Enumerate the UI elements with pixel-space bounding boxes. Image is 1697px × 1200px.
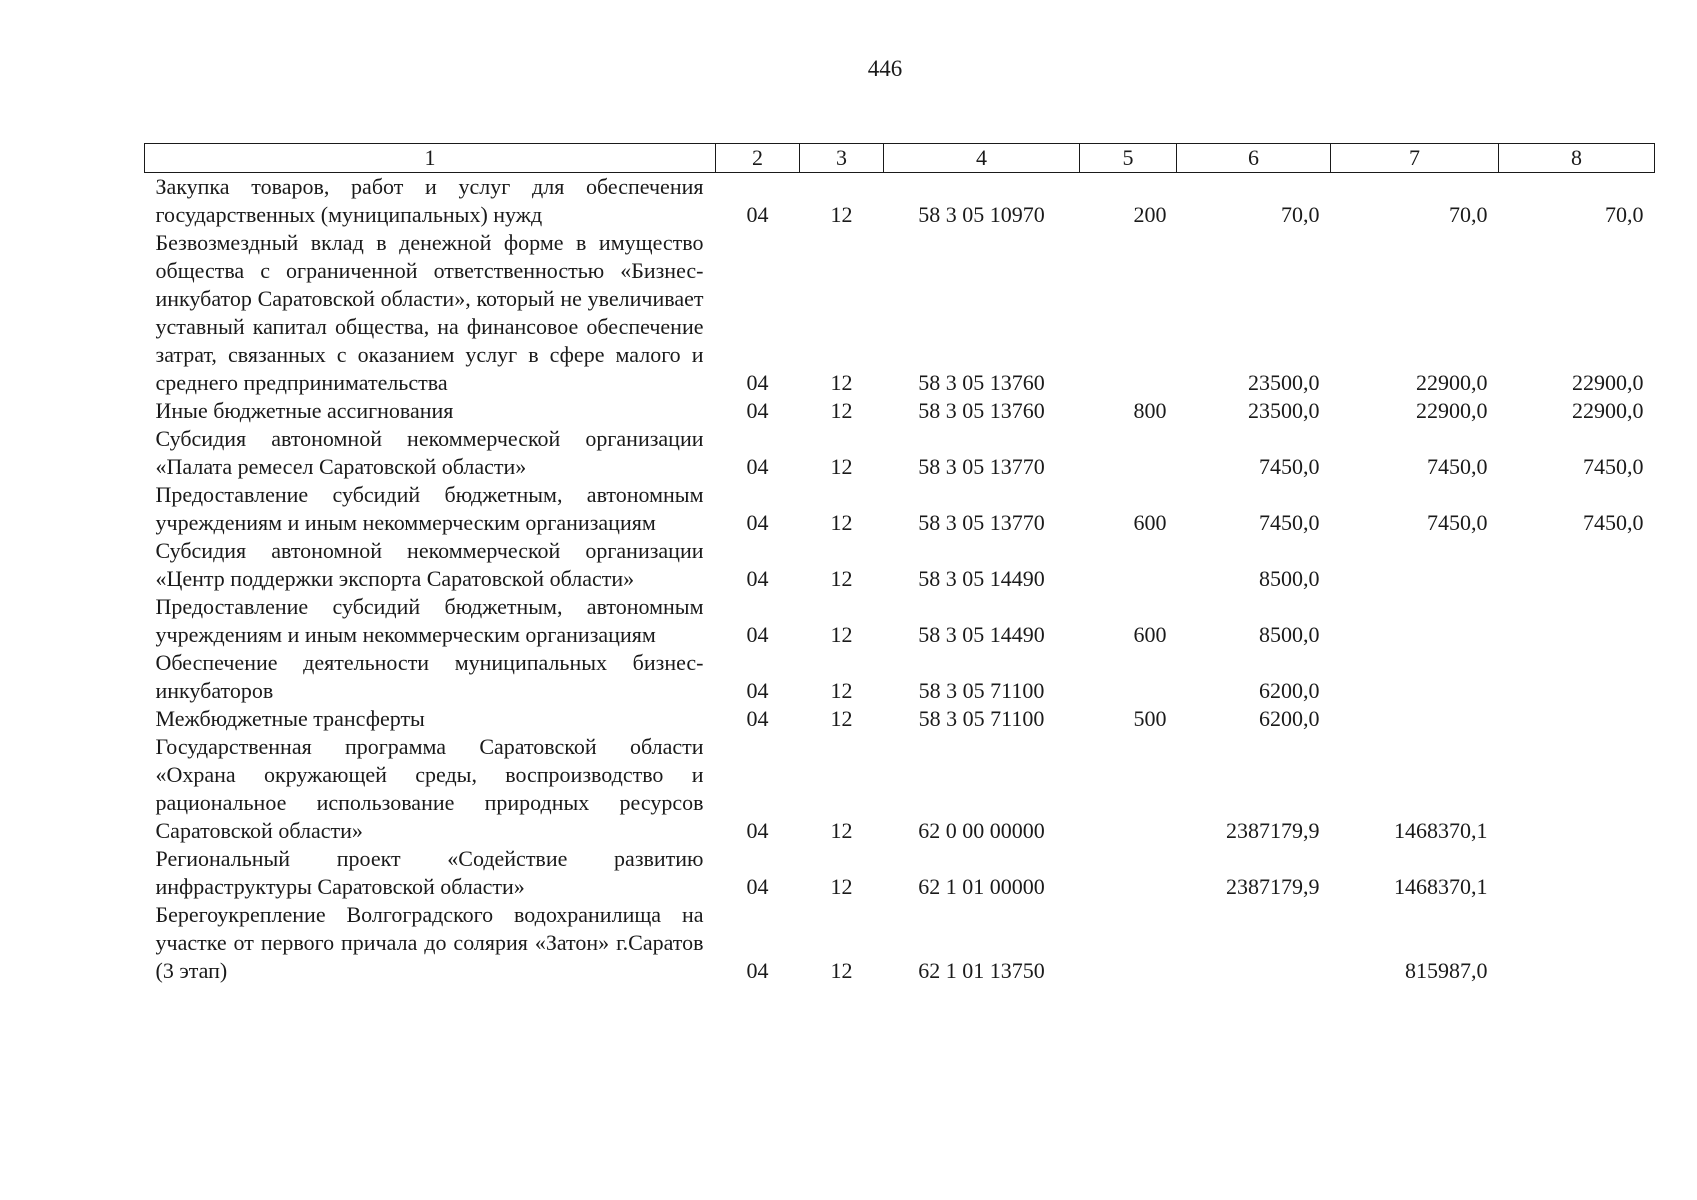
amount-year-3: 7450,0 <box>1583 510 1644 535</box>
subsection-code: 12 <box>830 818 853 843</box>
target-article-code: 58 3 05 71100 <box>918 678 1045 703</box>
header-col-3: 3 <box>800 144 884 173</box>
row-name: Иные бюджетные ассигнования <box>155 398 454 423</box>
amount-year-2: 1468370,1 <box>1394 818 1488 843</box>
amount-year-3: 22900,0 <box>1572 370 1644 395</box>
amount-year-1: 6200,0 <box>1259 706 1320 731</box>
header-col-6: 6 <box>1177 144 1331 173</box>
amount-year-1: 23500,0 <box>1248 398 1320 423</box>
amount-year-1: 2387179,9 <box>1226 818 1320 843</box>
amount-year-2: 7450,0 <box>1427 454 1488 479</box>
subsection-code: 12 <box>830 202 853 227</box>
table-row <box>145 537 1655 593</box>
amount-year-3 <box>1499 649 1655 705</box>
target-article-code: 58 3 05 13770 <box>918 510 1045 535</box>
expense-type-code: 600 <box>1133 622 1167 647</box>
row-name: Государственная программа Саратовской области «Охрана окружающей среды, воспроизводство и рациональное использование природных ресурсов Саратовской области» <box>155 734 704 843</box>
table-row <box>145 481 1655 537</box>
budget-table <box>144 143 1655 985</box>
target-article-code: 62 1 01 13750 <box>918 958 1045 983</box>
amount-year-3 <box>1499 537 1655 593</box>
amount-year-1: 7450,0 <box>1259 454 1320 479</box>
section-code: 04 <box>746 566 769 591</box>
table-row <box>145 397 1655 425</box>
header-col-4: 4 <box>884 144 1080 173</box>
table-row <box>145 229 1655 397</box>
row-name: Берегоукрепление Волгоградского водохранилища на участке от первого причала до солярия «Затон» г.Саратов (3 этап) <box>155 902 704 983</box>
section-code: 04 <box>746 874 769 899</box>
amount-year-2: 815987,0 <box>1405 958 1488 983</box>
subsection-code: 12 <box>830 706 853 731</box>
section-code: 04 <box>746 706 769 731</box>
row-name: Безвозмездный вклад в денежной форме в имущество общества с ограниченной ответственностью «Бизнес-инкубатор Саратовской области», который не увеличивает уставный капитал общества, на финансовое обеспечение затрат, связанных с оказанием услуг в сфере малого и среднего предпринимательства <box>155 230 704 395</box>
header-col-7: 7 <box>1331 144 1499 173</box>
amount-year-3: 22900,0 <box>1572 398 1644 423</box>
table-row <box>145 733 1655 845</box>
expense-type-code <box>1080 901 1177 985</box>
amount-year-3 <box>1499 901 1655 985</box>
expense-type-code: 200 <box>1133 202 1167 227</box>
amount-year-1: 6200,0 <box>1259 678 1320 703</box>
amount-year-3: 7450,0 <box>1583 454 1644 479</box>
row-name: Субсидия автономной некоммерческой организации «Центр поддержки экспорта Саратовской области» <box>155 538 704 591</box>
row-name: Межбюджетные трансферты <box>155 706 425 731</box>
header-col-8: 8 <box>1499 144 1655 173</box>
section-code: 04 <box>746 622 769 647</box>
subsection-code: 12 <box>830 398 853 423</box>
expense-type-code <box>1080 229 1177 397</box>
section-code: 04 <box>746 370 769 395</box>
subsection-code: 12 <box>830 874 853 899</box>
amount-year-2 <box>1331 705 1499 733</box>
amount-year-3 <box>1499 705 1655 733</box>
amount-year-2: 22900,0 <box>1416 398 1488 423</box>
section-code: 04 <box>746 958 769 983</box>
amount-year-2: 1468370,1 <box>1394 874 1488 899</box>
expense-type-code: 600 <box>1133 510 1167 535</box>
amount-year-2: 22900,0 <box>1416 370 1488 395</box>
amount-year-3 <box>1499 733 1655 845</box>
page-number: 446 <box>867 56 903 81</box>
target-article-code: 58 3 05 71100 <box>918 706 1045 731</box>
expense-type-code <box>1080 649 1177 705</box>
amount-year-1: 70,0 <box>1281 202 1320 227</box>
section-code: 04 <box>746 398 769 423</box>
section-code: 04 <box>746 818 769 843</box>
table-row <box>145 901 1655 985</box>
table-row <box>145 845 1655 901</box>
amount-year-2 <box>1331 537 1499 593</box>
target-article-code: 58 3 05 13770 <box>918 454 1045 479</box>
table-row <box>145 649 1655 705</box>
target-article-code: 62 0 00 00000 <box>918 818 1045 843</box>
amount-year-1: 7450,0 <box>1259 510 1320 535</box>
subsection-code: 12 <box>830 958 853 983</box>
row-name: Предоставление субсидий бюджетным, автономным учреждениям и иным некоммерческим организациям <box>155 594 704 647</box>
expense-type-code <box>1080 425 1177 481</box>
row-name: Субсидия автономной некоммерческой организации «Палата ремесел Саратовской области» <box>155 426 704 479</box>
amount-year-1: 23500,0 <box>1248 370 1320 395</box>
subsection-code: 12 <box>830 454 853 479</box>
header-col-1: 1 <box>145 144 716 173</box>
expense-type-code <box>1080 845 1177 901</box>
row-name: Обеспечение деятельности муниципальных бизнес-инкубаторов <box>155 650 704 703</box>
amount-year-1 <box>1177 901 1331 985</box>
amount-year-2: 70,0 <box>1449 202 1488 227</box>
section-code: 04 <box>746 202 769 227</box>
amount-year-3: 70,0 <box>1605 202 1644 227</box>
amount-year-2 <box>1331 593 1499 649</box>
row-name: Закупка товаров, работ и услуг для обеспечения государственных (муниципальных) нужд <box>155 174 704 227</box>
expense-type-code <box>1080 537 1177 593</box>
subsection-code: 12 <box>830 622 853 647</box>
expense-type-code <box>1080 733 1177 845</box>
table-body <box>145 173 1655 986</box>
table-row <box>145 705 1655 733</box>
amount-year-3 <box>1499 593 1655 649</box>
target-article-code: 58 3 05 14490 <box>918 566 1045 591</box>
amount-year-2 <box>1331 649 1499 705</box>
table-row <box>145 425 1655 481</box>
row-name: Региональный проект «Содействие развитию инфраструктуры Саратовской области» <box>155 846 704 899</box>
subsection-code: 12 <box>830 370 853 395</box>
table-header <box>145 144 1655 173</box>
section-code: 04 <box>746 454 769 479</box>
amount-year-2: 7450,0 <box>1427 510 1488 535</box>
table-row <box>145 593 1655 649</box>
target-article-code: 62 1 01 00000 <box>918 874 1045 899</box>
amount-year-3 <box>1499 845 1655 901</box>
amount-year-1: 8500,0 <box>1259 566 1320 591</box>
header-row <box>145 144 1655 173</box>
row-name: Предоставление субсидий бюджетным, автономным учреждениям и иным некоммерческим организациям <box>155 482 704 535</box>
subsection-code: 12 <box>830 510 853 535</box>
table-row <box>145 173 1655 230</box>
section-code: 04 <box>746 510 769 535</box>
amount-year-1: 2387179,9 <box>1226 874 1320 899</box>
target-article-code: 58 3 05 10970 <box>918 202 1045 227</box>
expense-type-code: 500 <box>1133 706 1167 731</box>
section-code: 04 <box>746 678 769 703</box>
subsection-code: 12 <box>830 566 853 591</box>
subsection-code: 12 <box>830 678 853 703</box>
target-article-code: 58 3 05 13760 <box>918 398 1045 423</box>
header-col-2: 2 <box>716 144 800 173</box>
target-article-code: 58 3 05 13760 <box>918 370 1045 395</box>
expense-type-code: 800 <box>1133 398 1167 423</box>
amount-year-1: 8500,0 <box>1259 622 1320 647</box>
header-col-5: 5 <box>1080 144 1177 173</box>
target-article-code: 58 3 05 14490 <box>918 622 1045 647</box>
